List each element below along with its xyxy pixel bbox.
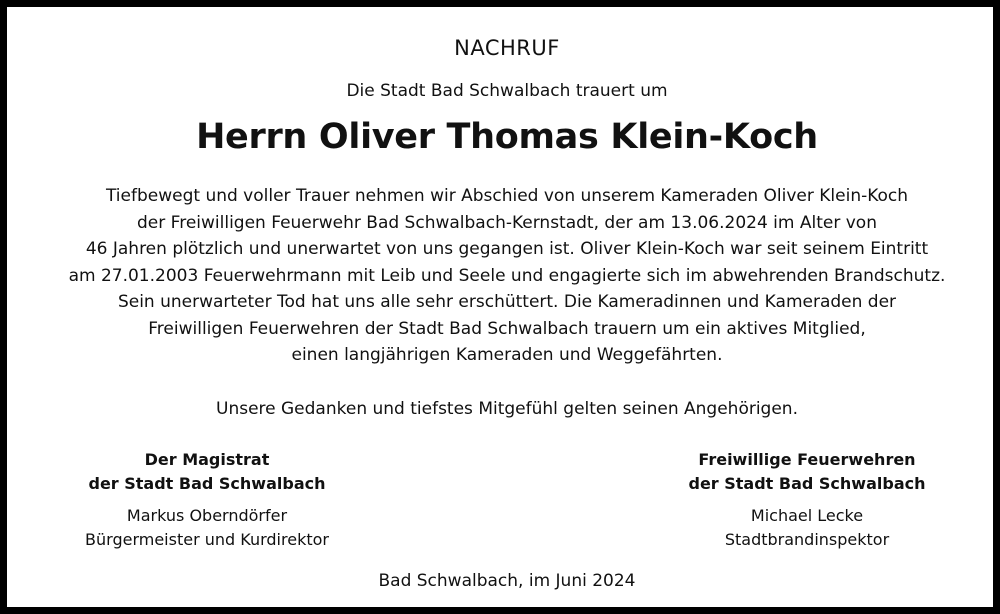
place-date: Bad Schwalbach, im Juni 2024 [378,571,636,591]
body-line: Freiwilligen Feuerwehren der Stadt Bad Schwalbach trauern um ein aktives Mitglied, [148,318,866,339]
signature-person: Markus Oberndörfer [126,506,288,525]
signature-feuerwehr [637,448,977,552]
body-line: der Freiwilligen Feuerwehr Bad Schwalbach-Kernstadt, der am 13.06.2024 im Alter von [137,212,877,233]
signature-role: Stadtbrandinspektor [724,530,890,549]
signature-org-line: der Stadt Bad Schwalbach [688,474,926,493]
signature-org-line: Freiwillige Feuerwehren [698,450,916,469]
body-line: 46 Jahren plötzlich und unerwartet von uns gegangen ist. Oliver Klein-Koch war seit seinem Eintritt [85,239,929,259]
body-line: einen langjährigen Kameraden und Weggefährten. [291,345,723,365]
signature-org-line: der Stadt Bad Schwalbach [88,474,326,493]
signature-org-line: Der Magistrat [144,450,270,469]
notice-heading: NACHRUF [454,36,560,60]
signature-role: Bürgermeister und Kurdirektor [85,530,329,549]
body-line: am 27.01.2003 Feuerwehrmann mit Leib und Seele und engagierte sich im abwehrenden Brandschutz. [68,265,946,286]
signature-person: Michael Lecke [750,506,864,525]
deceased-name: Herrn Oliver Thomas Klein-Koch [196,117,818,157]
signature-magistrat [42,448,372,552]
body-line: Sein unerwarteter Tod hat uns alle sehr erschüttert. Die Kameradinnen und Kameraden der [117,292,897,312]
obituary-body [7,183,1000,369]
intro-line: Die Stadt Bad Schwalbach trauert um [346,81,668,101]
body-line: Tiefbewegt und voller Trauer nehmen wir Abschied von unserem Kameraden Oliver Klein-Koch [105,186,909,206]
closing-line: Unsere Gedanken und tiefstes Mitgefühl gelten seinen Angehörigen. [216,399,798,419]
